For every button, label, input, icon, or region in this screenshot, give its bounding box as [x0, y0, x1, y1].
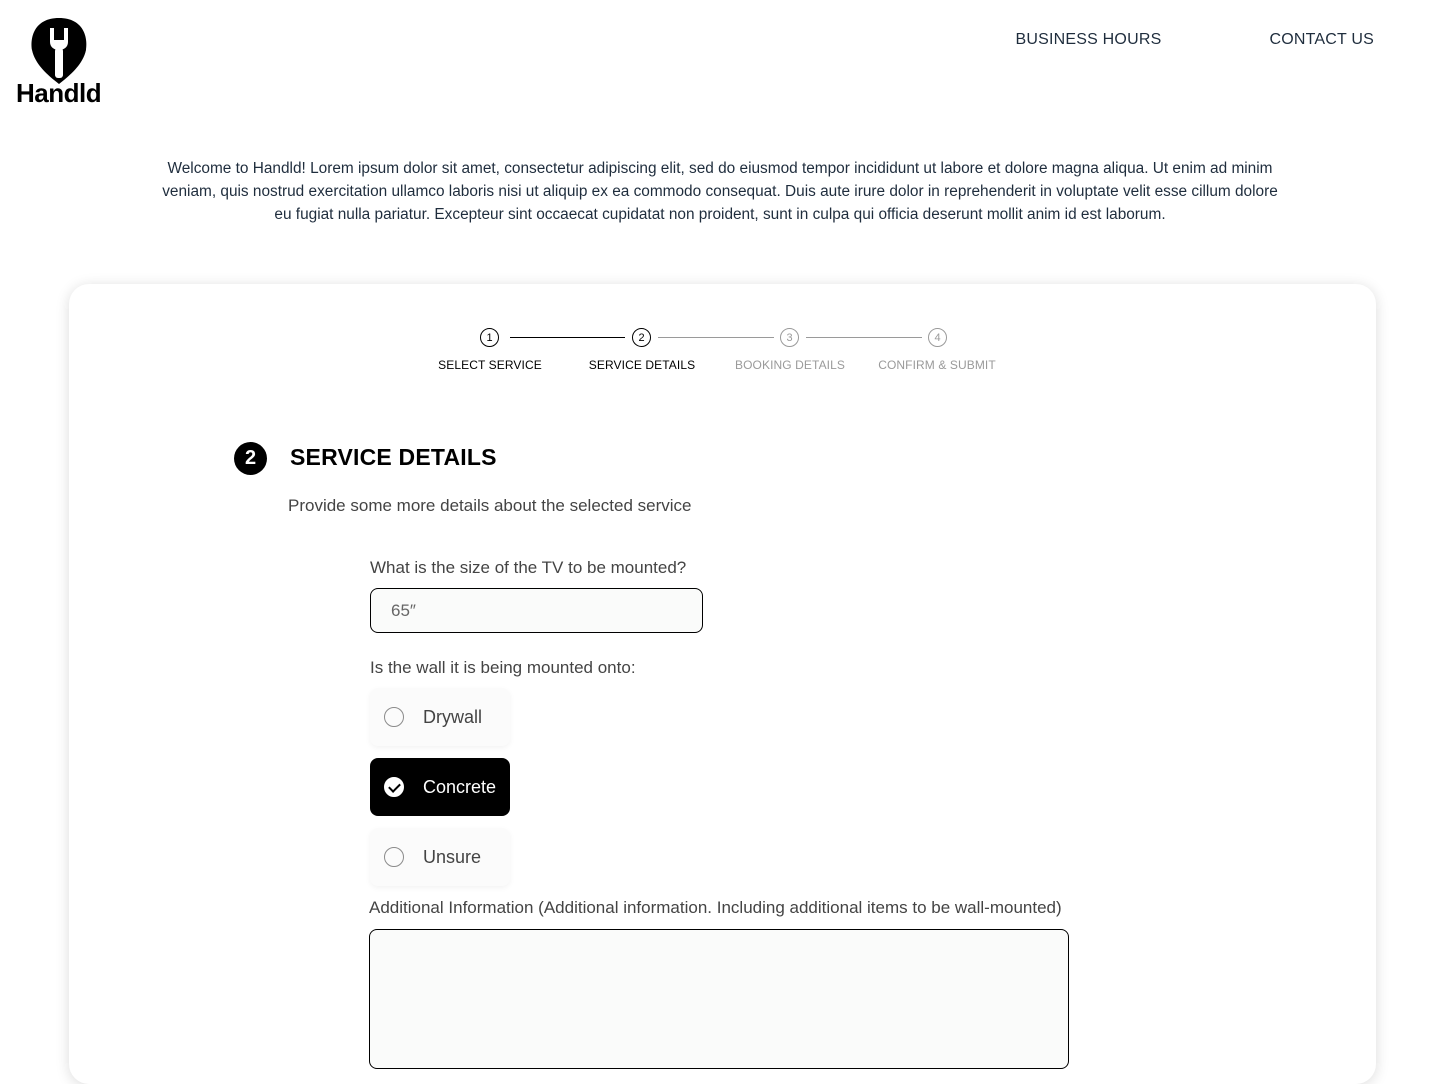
step-connector-1 [510, 337, 625, 338]
step-connector-3 [806, 337, 922, 338]
section-number-badge: 2 [234, 442, 267, 475]
additional-info-label: Additional Information (Additional information. Including additional items to be wall-mounted) [369, 898, 1062, 917]
logo-wordmark: Handld [16, 78, 102, 108]
tv-size-label: What is the size of the TV to be mounted? [370, 558, 687, 577]
step-3-label: BOOKING DETAILS [735, 358, 845, 372]
radio-unchecked-icon [384, 707, 404, 727]
wall-option-unsure[interactable] [370, 828, 510, 886]
tv-size-input[interactable] [370, 588, 703, 633]
intro-text: Welcome to Handld! Lorem ipsum dolor sit amet, consectetur adipiscing elit, sed do eiusmod tempor incididunt ut labore et dolore magna aliqua. Ut enim ad minim veniam, quis nostrud exercitation ullamco laboris nisi ut aliquip ex ea commodo consequat. Duis aute irure dolor in reprehenderit in voluptate velit esse cillum dolore eu fugiat nulla pariatur. Excepteur sint occaecat cupidatat non proident, sunt in culpa qui officia deserunt mollit anim id est laborum. [162, 160, 1278, 224]
nav-contact-us[interactable]: CONTACT US [1269, 31, 1374, 48]
wall-option-label: Concrete [423, 776, 497, 797]
step-connector-2 [658, 337, 774, 338]
section-title: SERVICE DETAILS [290, 444, 497, 470]
booking-card [69, 284, 1376, 1084]
wall-option-label: Drywall [423, 706, 483, 727]
wall-option-label: Unsure [423, 846, 482, 867]
step-2-label: SERVICE DETAILS [588, 358, 696, 372]
section-subtitle: Provide some more details about the selected service [288, 496, 692, 515]
wall-option-drywall[interactable] [370, 688, 510, 746]
step-1-circle: 1 [480, 328, 499, 347]
step-4-circle: 4 [928, 328, 947, 347]
radio-unchecked-icon [384, 847, 404, 867]
wall-option-concrete[interactable] [370, 758, 510, 816]
step-1-label: SELECT SERVICE [438, 358, 542, 372]
step-4-label: CONFIRM & SUBMIT [878, 358, 996, 372]
step-2-circle: 2 [632, 328, 651, 347]
nav-business-hours[interactable]: BUSINESS HOURS [1015, 31, 1162, 48]
top-nav [1016, 31, 1374, 49]
tv-size-value: 65″ [391, 600, 416, 620]
additional-info-textarea[interactable] [369, 929, 1069, 1069]
step-3-circle: 3 [780, 328, 799, 347]
progress-stepper [69, 284, 1376, 404]
wall-type-label: Is the wall it is being mounted onto: [370, 658, 636, 677]
check-circle-icon [384, 777, 404, 797]
